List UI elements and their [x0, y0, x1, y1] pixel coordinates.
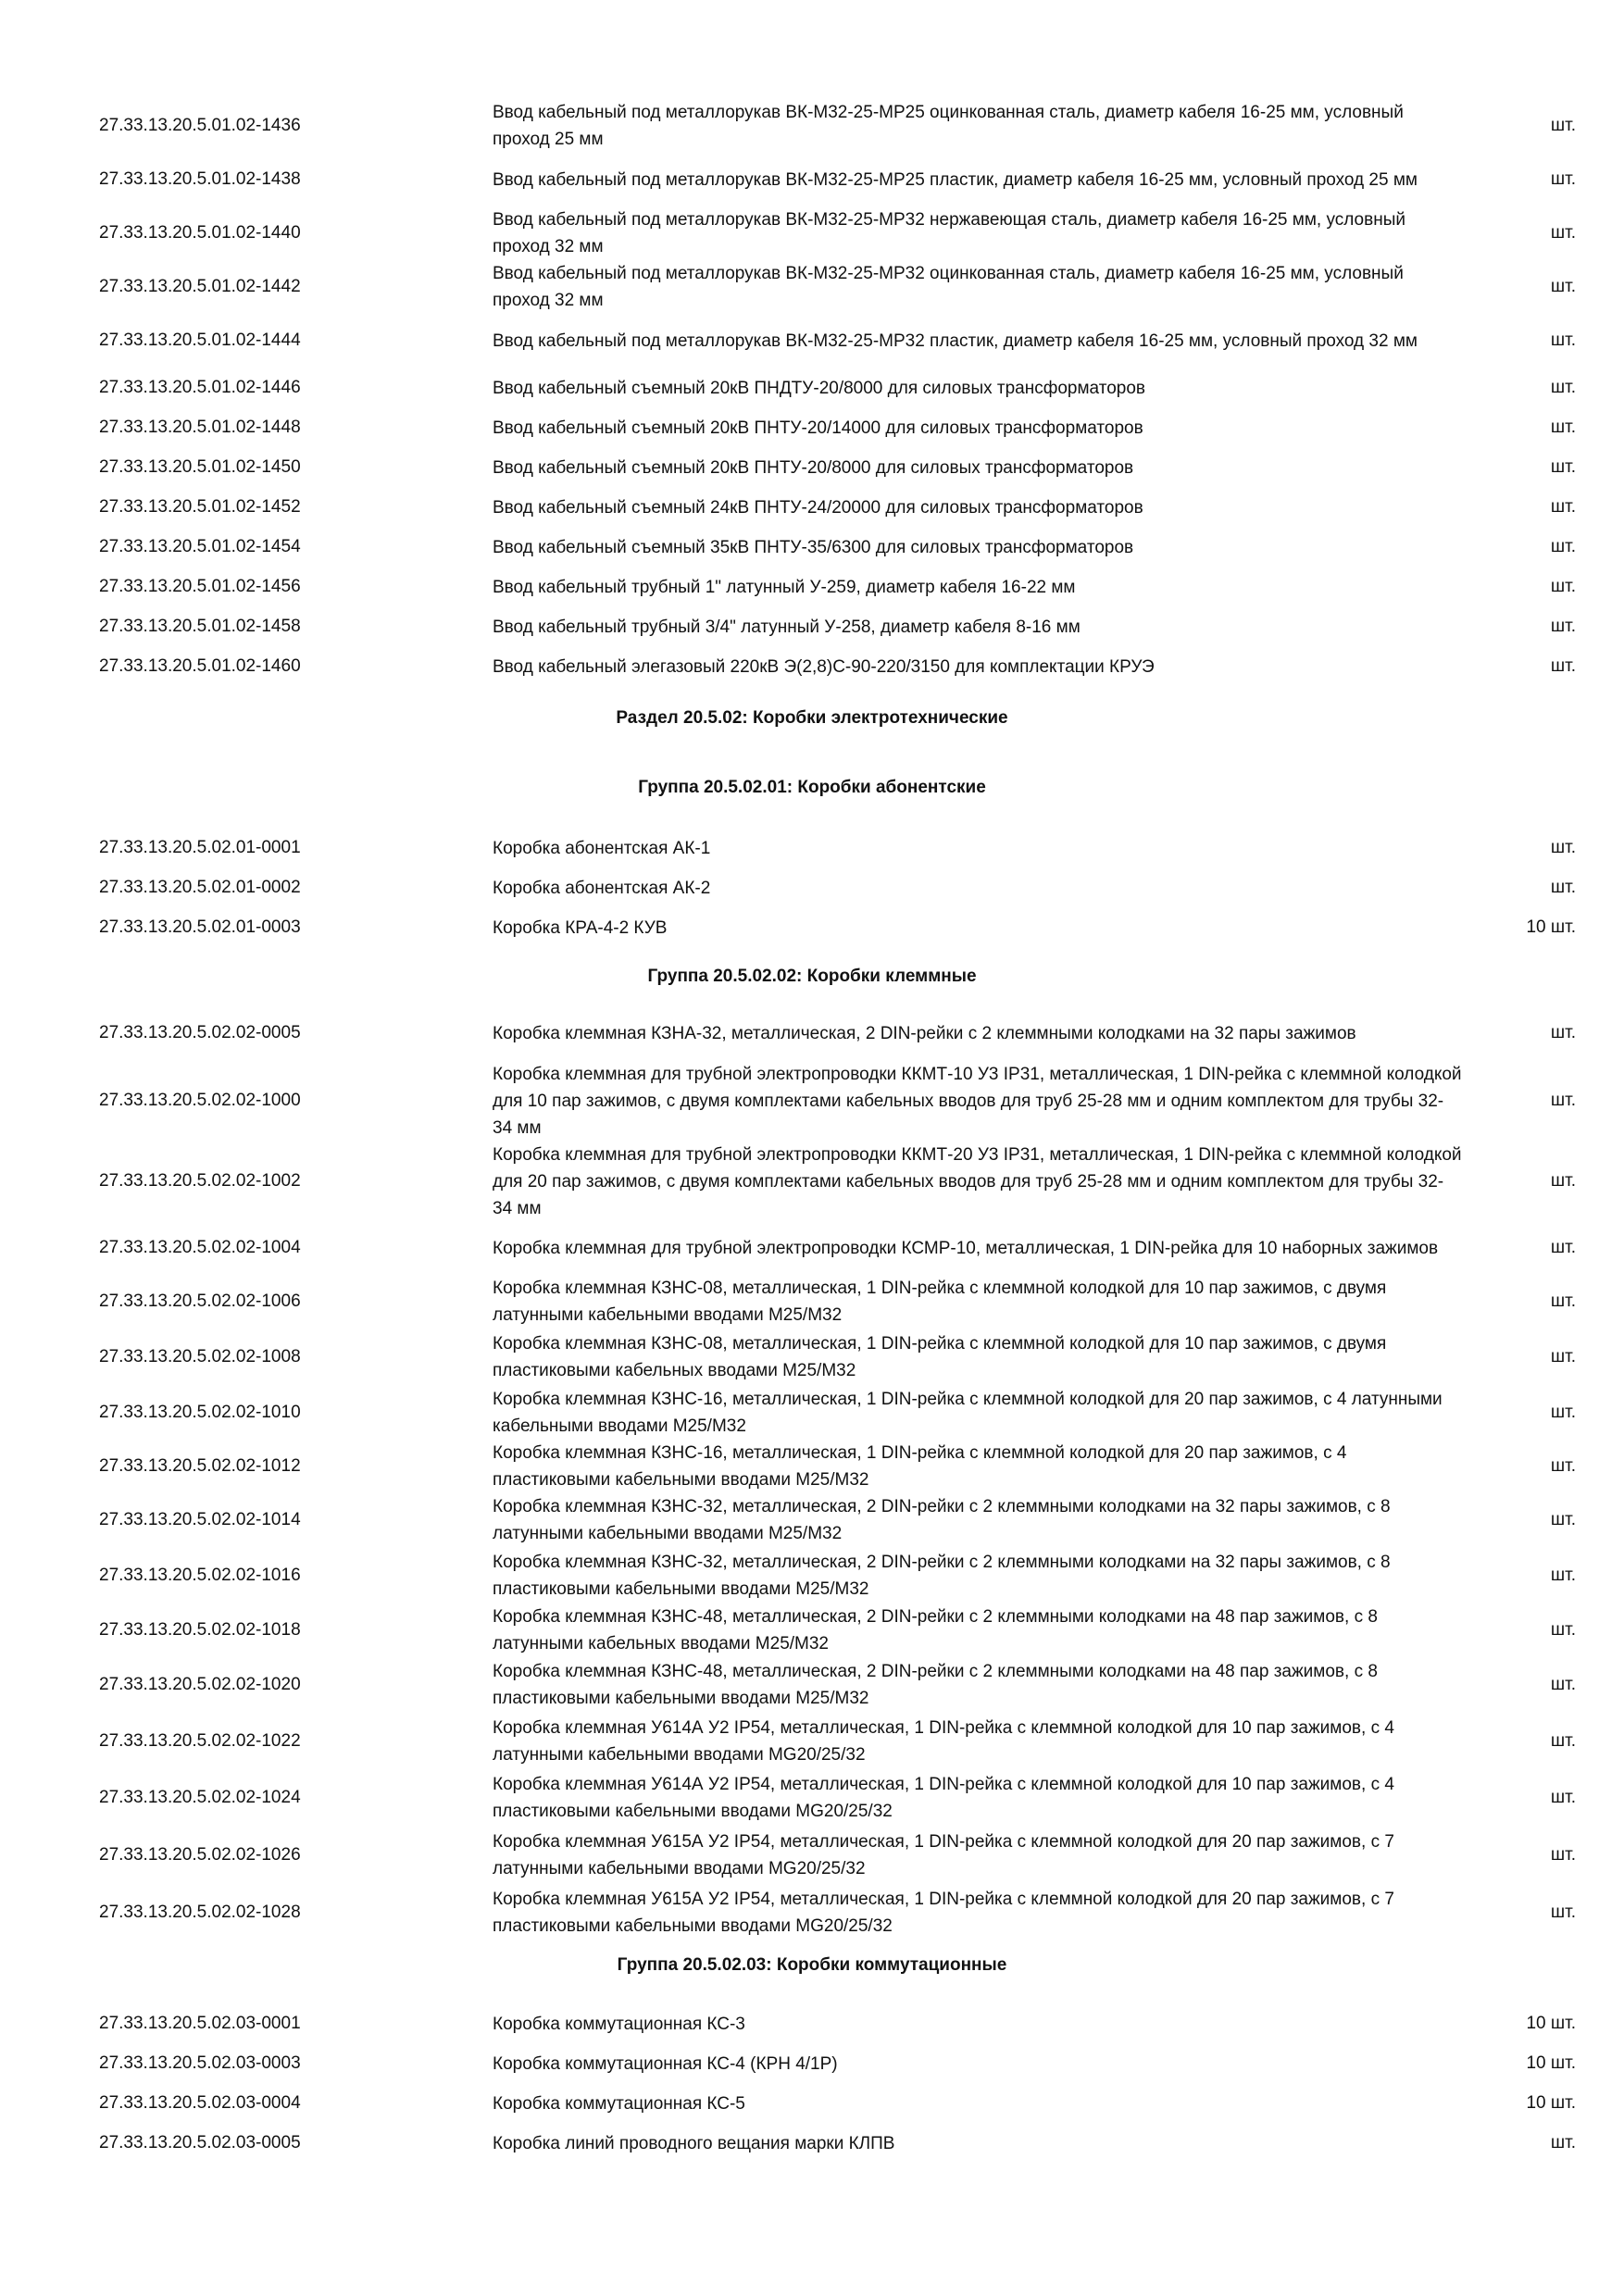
row-code: 27.33.13.20.5.02.02-0005: [99, 1023, 301, 1042]
group-heading: Группа 20.5.02.02: Коробки клеммные: [647, 967, 977, 986]
row-name: Коробка клеммная КЗНС-32, металлическая, 2 DIN-рейки с 2 клеммными колодками на 32 пары зажимов, с 8 латунными кабельными вводами М25/М32: [493, 1497, 1391, 1543]
row-unit: шт.: [1550, 1347, 1576, 1366]
table-row: [0, 569, 1624, 605]
row-name: Коробка клеммная У615А У2 IP54, металлическая, 1 DIN-рейка с клеммной колодкой для 20 пар зажимов, с 7 пластиковыми кабельными вводами MG20/25/32: [493, 1890, 1394, 1936]
table-row: [0, 1887, 1624, 1939]
row-name: Ввод кабельный под металлорукав ВК-М32-25-МР32 пластик, диаметр кабеля 16-25 мм, условный проход 32 мм: [493, 331, 1418, 351]
row-unit: шт.: [1550, 1456, 1576, 1476]
row-code: 27.33.13.20.5.01.02-1454: [99, 537, 301, 556]
row-name: Ввод кабельный под металлорукав ВК-М32-25-МР25 пластик, диаметр кабеля 16-25 мм, условный проход 25 мм: [493, 169, 1418, 190]
row-unit: шт.: [1550, 1566, 1576, 1585]
table-row: [0, 1387, 1624, 1439]
row-code: 27.33.13.20.5.02.02-1026: [99, 1845, 301, 1865]
row-name: Ввод кабельный съемный 20кВ ПНДТУ-20/8000 для силовых трансформаторов: [493, 378, 1145, 398]
row-code: 27.33.13.20.5.01.02-1444: [99, 331, 301, 350]
table-row: [0, 1604, 1624, 1656]
table-row: [0, 2046, 1624, 2081]
row-unit: шт.: [1550, 378, 1576, 397]
row-code: 27.33.13.20.5.01.02-1440: [99, 223, 301, 243]
row-unit: шт.: [1550, 457, 1576, 477]
table-row: [0, 1659, 1624, 1711]
row-unit: 10 шт.: [1526, 2053, 1576, 2073]
row-name: Коробка коммутационная КС-5: [493, 2093, 745, 2114]
row-unit: шт.: [1550, 838, 1576, 857]
row-unit: шт.: [1550, 537, 1576, 556]
section-heading: Раздел 20.5.02: Коробки электротехнические: [616, 708, 1008, 728]
table-row: [0, 410, 1624, 445]
row-code: 27.33.13.20.5.02.02-1006: [99, 1292, 301, 1311]
row-name: Ввод кабельный трубный 1" латунный У-259, диаметр кабеля 16-22 мм: [493, 577, 1076, 597]
row-name: Ввод кабельный съемный 24кВ ПНТУ-24/20000 для силовых трансформаторов: [493, 497, 1143, 518]
row-name: Коробка коммутационная КС-4 (КРН 4/1Р): [493, 2053, 838, 2074]
row-unit: 10 шт.: [1526, 917, 1576, 937]
row-code: 27.33.13.20.5.01.02-1446: [99, 378, 301, 397]
row-code: 27.33.13.20.5.02.02-1018: [99, 1620, 301, 1640]
row-unit: шт.: [1550, 169, 1576, 189]
row-name: Коробка клеммная КЗНС-08, металлическая, 1 DIN-рейка с клеммной колодкой для 10 пар зажимов, с двумя латунными кабельными вводами М25/М32: [493, 1279, 1387, 1325]
row-unit: шт.: [1550, 1788, 1576, 1807]
row-unit: шт.: [1550, 1023, 1576, 1042]
row-name: Ввод кабельный под металлорукав ВК-М32-25-МР32 нержавеющая сталь, диаметр кабеля 16-25 мм, условный проход 32 мм: [493, 210, 1405, 256]
row-unit: шт.: [1550, 497, 1576, 517]
table-row: [0, 1494, 1624, 1546]
row-unit: шт.: [1550, 2133, 1576, 2152]
group-heading: Группа 20.5.02.01: Коробки абонентские: [638, 778, 986, 797]
row-name: Ввод кабельный съемный 20кВ ПНТУ-20/14000 для силовых трансформаторов: [493, 418, 1143, 438]
table-row: [0, 2126, 1624, 2161]
row-unit: шт.: [1550, 223, 1576, 243]
table-row: [0, 1829, 1624, 1881]
row-code: 27.33.13.20.5.02.03-0004: [99, 2093, 301, 2113]
row-name: Коробка клеммная КЗНС-32, металлическая, 2 DIN-рейки с 2 клеммными колодками на 32 пары зажимов, с 8 пластиковыми кабельными вводами М25/М32: [493, 1553, 1391, 1599]
row-unit: 10 шт.: [1526, 2093, 1576, 2113]
row-name: Коробка КРА-4-2 КУВ: [493, 917, 668, 938]
table-row: [0, 315, 1624, 367]
table-row: [0, 261, 1624, 313]
row-code: 27.33.13.20.5.02.02-1024: [99, 1788, 301, 1807]
row-name: Ввод кабельный под металлорукав ВК-М32-25-МР32 оцинкованная сталь, диаметр кабеля 16-25 мм, условный проход 32 мм: [493, 264, 1404, 310]
row-unit: шт.: [1550, 1675, 1576, 1694]
row-unit: шт.: [1550, 656, 1576, 676]
table-row: [0, 1550, 1624, 1602]
row-code: 27.33.13.20.5.02.02-1020: [99, 1675, 301, 1694]
row-code: 27.33.13.20.5.02.02-1000: [99, 1091, 301, 1110]
row-unit: шт.: [1550, 577, 1576, 596]
row-unit: шт.: [1550, 1091, 1576, 1110]
row-unit: шт.: [1550, 617, 1576, 636]
row-unit: шт.: [1550, 1903, 1576, 1922]
row-unit: шт.: [1550, 1731, 1576, 1751]
row-code: 27.33.13.20.5.01.02-1442: [99, 277, 301, 296]
row-code: 27.33.13.20.5.02.02-1016: [99, 1566, 301, 1585]
row-unit: 10 шт.: [1526, 2014, 1576, 2033]
row-code: 27.33.13.20.5.01.02-1460: [99, 656, 301, 676]
row-unit: шт.: [1550, 878, 1576, 897]
row-unit: шт.: [1550, 1171, 1576, 1191]
row-name: Ввод кабельный под металлорукав ВК-М32-25-МР25 оцинкованная сталь, диаметр кабеля 16-25 мм, условный проход 25 мм: [493, 103, 1404, 149]
row-name: Коробка клеммная для трубной электропроводки ККМТ-10 У3 IP31, металлическая, 1 DIN-рейка с клеммной колодкой для 10 пар зажимов, с двумя комплектами кабельных вводов для труб 25-28 мм и одним комплектом для трубы 32-34 мм: [493, 1064, 1462, 1138]
table-row: [0, 100, 1624, 152]
row-unit: шт.: [1550, 1403, 1576, 1422]
table-row: [0, 1007, 1624, 1059]
table-row: [0, 490, 1624, 525]
row-code: 27.33.13.20.5.02.02-1002: [99, 1171, 301, 1191]
row-code: 27.33.13.20.5.01.02-1438: [99, 169, 301, 189]
row-code: 27.33.13.20.5.02.03-0003: [99, 2053, 301, 2073]
group-heading: Группа 20.5.02.03: Коробки коммутационные: [617, 1955, 1007, 1975]
row-name: Коробка клеммная У614А У2 IP54, металлическая, 1 DIN-рейка с клеммной колодкой для 10 пар зажимов, с 4 пластиковыми кабельными вводами MG20/25/32: [493, 1775, 1394, 1821]
row-code: 27.33.13.20.5.02.03-0001: [99, 2014, 301, 2033]
table-row: [0, 1061, 1624, 1141]
row-unit: шт.: [1550, 1238, 1576, 1257]
row-code: 27.33.13.20.5.02.02-1022: [99, 1731, 301, 1751]
row-unit: шт.: [1550, 1510, 1576, 1529]
row-name: Коробка клеммная КЗНС-16, металлическая, 1 DIN-рейка с клеммной колодкой для 20 пар зажимов, с 4 латунными кабельными вводами М25/М32: [493, 1390, 1443, 1436]
row-code: 27.33.13.20.5.02.03-0005: [99, 2133, 301, 2152]
row-unit: шт.: [1550, 418, 1576, 437]
table-row: [0, 609, 1624, 644]
row-code: 27.33.13.20.5.02.01-0001: [99, 838, 301, 857]
table-row: [0, 649, 1624, 684]
row-code: 27.33.13.20.5.02.01-0002: [99, 878, 301, 897]
table-row: [0, 870, 1624, 905]
row-code: 27.33.13.20.5.02.02-1010: [99, 1403, 301, 1422]
table-row: [0, 530, 1624, 565]
row-name: Ввод кабельный элегазовый 220кВ Э(2,8)С-90-220/3150 для комплектации КРУЭ: [493, 656, 1155, 677]
table-row: [0, 830, 1624, 866]
row-code: 27.33.13.20.5.02.01-0003: [99, 917, 301, 937]
table-row: [0, 2006, 1624, 2041]
row-name: Коробка клеммная У614А У2 IP54, металлическая, 1 DIN-рейка с клеммной колодкой для 10 пар зажимов, с 4 латунными кабельными вводами MG20/25/32: [493, 1718, 1394, 1765]
row-name: Ввод кабельный съемный 35кВ ПНТУ-35/6300 для силовых трансформаторов: [493, 537, 1134, 557]
row-name: Коробка клеммная КЗНС-16, металлическая, 1 DIN-рейка с клеммной колодкой для 20 пар зажимов, с 4 пластиковыми кабельными вводами М25/М32: [493, 1443, 1347, 1490]
row-name: Коробка абонентская АК-1: [493, 838, 711, 858]
row-code: 27.33.13.20.5.02.02-1012: [99, 1456, 301, 1476]
table-row: [0, 1441, 1624, 1492]
table-row: [0, 1331, 1624, 1383]
row-code: 27.33.13.20.5.02.02-1014: [99, 1510, 301, 1529]
row-code: 27.33.13.20.5.01.02-1456: [99, 577, 301, 596]
row-name: Коробка клеммная КЗНС-48, металлическая, 2 DIN-рейки с 2 клеммными колодками на 48 пар зажимов, с 8 латунными кабельных вводами М25/М32: [493, 1607, 1378, 1653]
table-row: [0, 370, 1624, 406]
row-code: 27.33.13.20.5.01.02-1448: [99, 418, 301, 437]
row-unit: шт.: [1550, 1292, 1576, 1311]
row-name: Коробка линий проводного вещания марки КЛПВ: [493, 2133, 895, 2153]
row-unit: шт.: [1550, 116, 1576, 135]
row-name: Коробка абонентская АК-2: [493, 878, 711, 898]
row-code: 27.33.13.20.5.01.02-1436: [99, 116, 301, 135]
table-row: [0, 1772, 1624, 1824]
row-name: Коробка клеммная для трубной электропроводки КСМР-10, металлическая, 1 DIN-рейка для 10 наборных зажимов: [493, 1238, 1439, 1258]
row-unit: шт.: [1550, 277, 1576, 296]
table-row: [0, 450, 1624, 485]
table-row: [0, 154, 1624, 206]
row-code: 27.33.13.20.5.01.02-1452: [99, 497, 301, 517]
row-name: Коробка клеммная КЗНА-32, металлическая, 2 DIN-рейки с 2 клеммными колодками на 32 пары зажимов: [493, 1023, 1356, 1043]
row-unit: шт.: [1550, 1845, 1576, 1865]
row-unit: шт.: [1550, 1620, 1576, 1640]
table-row: [0, 207, 1624, 259]
row-code: 27.33.13.20.5.02.02-1028: [99, 1903, 301, 1922]
row-name: Ввод кабельный трубный 3/4" латунный У-258, диаметр кабеля 8-16 мм: [493, 617, 1081, 637]
row-code: 27.33.13.20.5.02.02-1004: [99, 1238, 301, 1257]
row-unit: шт.: [1550, 331, 1576, 350]
row-name: Ввод кабельный съемный 20кВ ПНТУ-20/8000 для силовых трансформаторов: [493, 457, 1134, 478]
row-code: 27.33.13.20.5.01.02-1450: [99, 457, 301, 477]
table-row: [0, 1142, 1624, 1221]
row-name: Коробка клеммная КЗНС-48, металлическая, 2 DIN-рейки с 2 клеммными колодками на 48 пар зажимов, с 8 пластиковыми кабельными вводами М25/М32: [493, 1662, 1378, 1708]
row-code: 27.33.13.20.5.01.02-1458: [99, 617, 301, 636]
table-row: [0, 2086, 1624, 2121]
table-row: [0, 1276, 1624, 1328]
table-row: [0, 1222, 1624, 1274]
table-row: [0, 910, 1624, 945]
row-name: Коробка клеммная для трубной электропроводки ККМТ-20 У3 IP31, металлическая, 1 DIN-рейка с клеммной колодкой для 20 пар зажимов, с двумя комплектами кабельных вводов для труб 25-28 мм и одним комплектом для трубы 32-34 мм: [493, 1144, 1462, 1218]
row-name: Коробка клеммная У615А У2 IP54, металлическая, 1 DIN-рейка с клеммной колодкой для 20 пар зажимов, с 7 латунными кабельными вводами MG20/25/32: [493, 1832, 1394, 1878]
row-name: Коробка коммутационная КС-3: [493, 2014, 745, 2034]
table-row: [0, 1716, 1624, 1767]
row-code: 27.33.13.20.5.02.02-1008: [99, 1347, 301, 1366]
row-name: Коробка клеммная КЗНС-08, металлическая, 1 DIN-рейка с клеммной колодкой для 10 пар зажимов, с двумя пластиковыми кабельных вводами М25/М32: [493, 1334, 1387, 1380]
